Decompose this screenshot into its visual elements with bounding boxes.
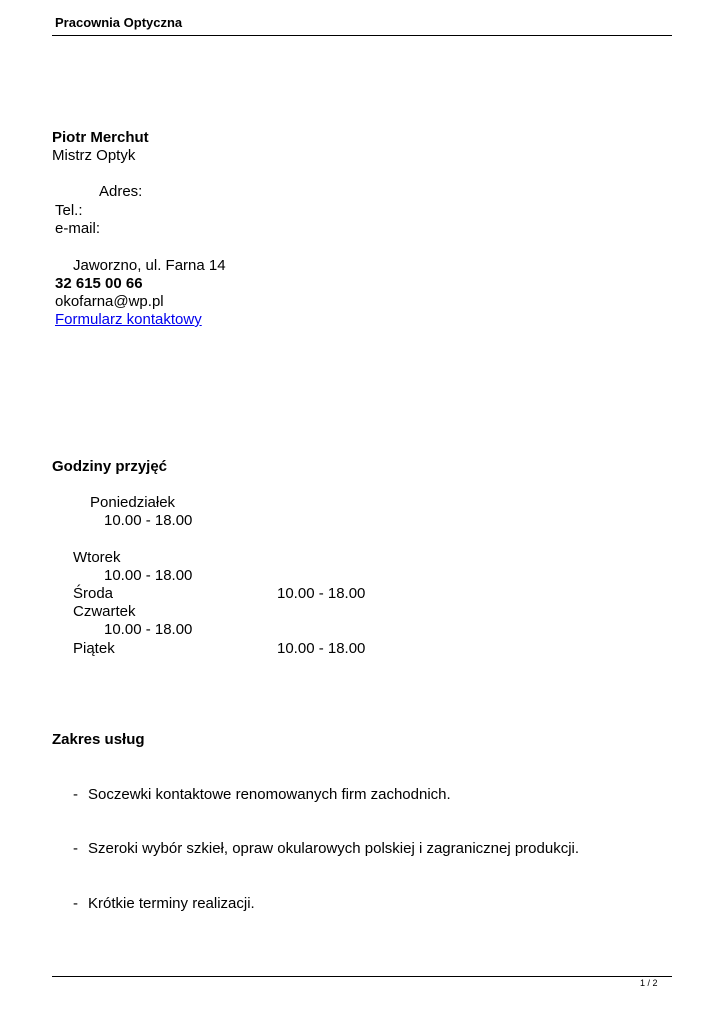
list-bullet: - [73,895,78,912]
owner-title: Mistrz Optyk [52,147,136,164]
contact-form-link[interactable]: Formularz kontaktowy [55,311,202,328]
hours-time: 10.00 - 18.00 [104,512,193,529]
email-label: e-mail: [55,220,101,237]
hours-day: Czwartek [73,603,136,620]
page-number: 1 / 2 [640,978,658,988]
list-bullet: - [73,840,78,857]
phone-label: Tel.: [55,202,83,219]
phone-value: 32 615 00 66 [55,275,143,292]
owner-name: Piotr Merchut [52,129,149,146]
hours-time: 10.00 - 18.00 [104,621,193,638]
address-label: Adres: [99,183,143,200]
hours-time: 10.00 - 18.00 [277,640,366,657]
hours-day: Poniedziałek [90,494,176,511]
services-heading: Zakres usług [52,731,145,748]
email-value: okofarna@wp.pl [55,293,164,310]
hours-day: Wtorek [73,549,121,566]
service-item: Szeroki wybór szkieł, opraw okularowych polskiej i zagranicznej produkcji. [88,840,580,857]
address-value: Jaworzno, ul. Farna 14 [73,257,226,274]
header-divider [52,35,672,36]
list-bullet: - [73,786,78,803]
hours-time: 10.00 - 18.00 [104,567,193,584]
hours-day: Środa [73,585,114,602]
service-item: Soczewki kontaktowe renomowanych firm zachodnich. [88,786,451,803]
hours-day: Piątek [73,640,115,657]
footer-divider [52,976,672,977]
hours-time: 10.00 - 18.00 [277,585,366,602]
service-item: Krótkie terminy realizacji. [88,895,255,912]
page-header-title: Pracownia Optyczna [55,15,183,30]
hours-heading: Godziny przyjęć [52,458,168,475]
